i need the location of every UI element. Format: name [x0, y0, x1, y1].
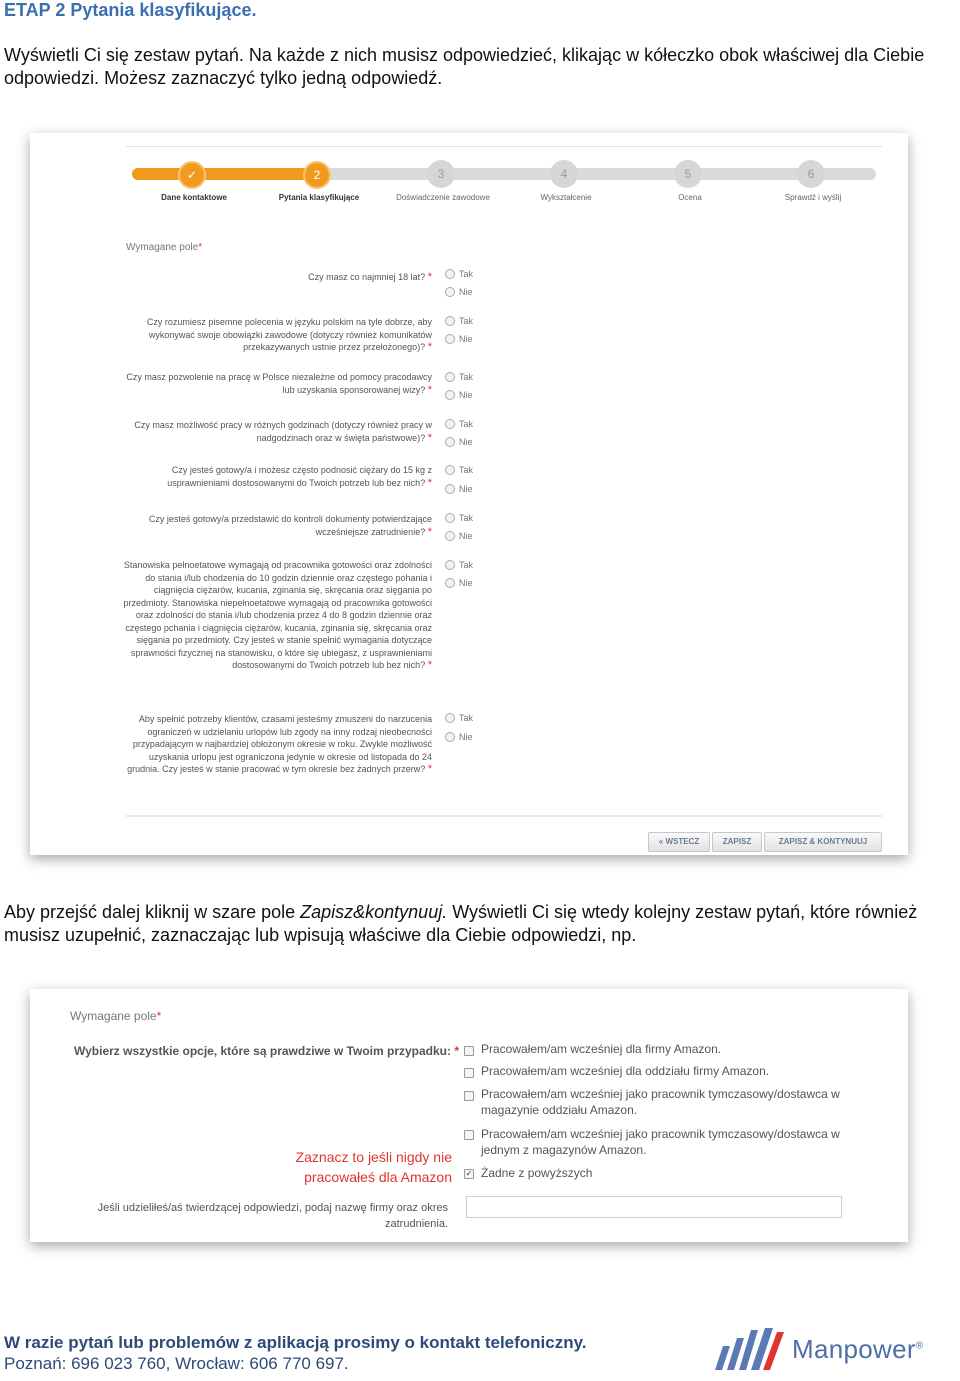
back-button[interactable]: « WSTECZ: [648, 832, 710, 852]
question-4-text: Czy masz możliwość pracy w różnych godzinach (dotyczy również pracy w nadgodzinach oraz w święta państwowe)?: [134, 420, 432, 443]
q2-yes-radio[interactable]: [445, 316, 455, 326]
question-2-text: Czy rozumiesz pisemne polecenia w języku polskim na tyle dobrze, aby wykonywać swoje obowiązki zawodowe (dotyczy również komunikatów przekazywanych ustnie przez przełożonego)?: [146, 317, 432, 352]
question-1: [122, 271, 432, 284]
question-6-text: Czy jesteś gotowy/a przedstawić do kontroli dokumenty potwierdzające wcześniejsze zatrudnienie?: [148, 514, 432, 537]
q8-no-radio[interactable]: [445, 732, 455, 742]
q1-no-label[interactable]: Nie: [459, 287, 473, 297]
required-star: *: [427, 341, 432, 353]
q7-no-label[interactable]: Nie: [459, 578, 473, 588]
checkbox-question: [74, 1044, 459, 1058]
logo-wordmark: Manpower: [792, 1334, 916, 1364]
q7-yes-radio[interactable]: [445, 560, 455, 570]
option-1-checkbox[interactable]: [464, 1046, 474, 1056]
company-field-label: Jeśli udzieliłeś/aś twierdzącej odpowiedzi, podaj nazwę firmy oraz okres zatrudnienia.: [97, 1202, 448, 1230]
required-star: *: [156, 1009, 162, 1023]
question-5-text: Czy jesteś gotowy/a i możesz często podnosić ciężary do 15 kg z usprawnieniami dostosowanymi do Twoich potrzeb lub bez nich?: [167, 465, 432, 488]
step-4-label: Wykształcenie: [540, 193, 592, 202]
q2-yes-label[interactable]: Tak: [459, 316, 474, 326]
question-1-text: Czy masz co najmniej 18 lat?: [308, 272, 426, 282]
q1-yes-radio[interactable]: [445, 269, 455, 279]
required-star: *: [427, 763, 432, 775]
required-star: *: [427, 525, 432, 538]
question-8: [122, 713, 432, 776]
step-2-label: Pytania klasyfikujące: [278, 193, 360, 202]
hint-annotation: Zaznacz to jeśli nigdy nie pracowałeś dla Amazon: [295, 1149, 452, 1185]
option-4-label[interactable]: Pracowałem/am wcześniej jako pracownik tymczasowy/dostawca w jednym z magazynów Amazon.: [481, 1127, 840, 1157]
progress-fill: [132, 168, 318, 180]
q5-yes-label[interactable]: Tak: [459, 465, 474, 475]
step-1-check-icon: ✓: [178, 161, 206, 189]
question-2: [122, 316, 432, 354]
save-continue-button[interactable]: ZAPISZ & KONTYNUUJ: [764, 832, 882, 852]
top-divider: [126, 146, 882, 147]
q6-yes-label[interactable]: Tak: [459, 513, 474, 523]
step-2-circle: 2: [303, 161, 331, 189]
step-3-circle: 3: [427, 160, 455, 188]
question-3: [122, 371, 432, 396]
step-5-label: Ocena: [678, 193, 702, 202]
q2-no-label[interactable]: Nie: [459, 334, 473, 344]
required-field-note-2: [70, 1009, 161, 1023]
contact-phones: Poznań: 696 023 760, Wrocław: 606 770 697.: [4, 1354, 349, 1373]
step-6-label: Sprawdź i wyślij: [784, 193, 842, 202]
required-field-label-2: Wymagane pole: [70, 1009, 157, 1023]
document-title: ETAP 2 Pytania klasyfikujące.: [4, 0, 257, 20]
q1-no-radio[interactable]: [445, 287, 455, 297]
q7-yes-label[interactable]: Tak: [459, 560, 474, 570]
instruction-prefix: Aby przejść dalej kliknij w szare pole: [4, 902, 301, 922]
question-3-text: Czy masz pozwolenie na pracę w Polsce niezależne od pomocy pracodawcy lub uzyskania sponsorowanej wizy?: [126, 372, 432, 395]
question-8-text: Aby spełnić potrzeby klientów, czasami jesteśmy zmuszeni do narzucenia ograniczeń w udzielaniu urlopów lub zgody na inny rodzaj nieobecności przypadającym w najbardziej obłożonym okresie w roku. Zwykle możliwość uzyskania urlopu jest ograniczona jedynie w okresie od listopada do 24 grudnia. Czy jesteś w stanie pracować w tym okresie bez żadnych przerw?: [127, 714, 432, 774]
q8-no-label[interactable]: Nie: [459, 732, 473, 742]
screenshot-checkbox-question: [30, 989, 908, 1242]
option-3-checkbox[interactable]: [464, 1091, 474, 1101]
save-button[interactable]: ZAPISZ: [712, 832, 762, 852]
required-star: *: [454, 1044, 460, 1058]
screenshot-classification-questions: [30, 133, 908, 855]
question-4: [122, 419, 432, 444]
instruction-emphasis: Zapisz&kontynuuj.: [300, 902, 448, 922]
q4-yes-radio[interactable]: [445, 419, 455, 429]
q3-yes-radio[interactable]: [445, 372, 455, 382]
contact-heading: W razie pytań lub problemów z aplikacją prosimy o kontakt telefoniczny.: [4, 1333, 587, 1352]
option-4-checkbox[interactable]: [464, 1130, 474, 1140]
step-3-label: Doświadczenie zawodowe: [396, 193, 490, 202]
q3-yes-label[interactable]: Tak: [459, 372, 474, 382]
required-field-note: [126, 242, 202, 253]
q6-no-radio[interactable]: [445, 531, 455, 541]
required-field-label: Wymagane pole: [126, 242, 199, 253]
company-input[interactable]: [466, 1196, 842, 1218]
required-star: *: [427, 659, 432, 671]
instruction-paragraph: [4, 901, 949, 947]
required-star: *: [427, 383, 432, 396]
required-star: *: [427, 476, 432, 489]
manpower-logo-text: [792, 1334, 923, 1365]
step-5-circle: 5: [674, 160, 702, 188]
question-6: [122, 513, 432, 538]
option-3-label[interactable]: Pracowałem/am wcześniej jako pracownik tymczasowy/dostawca w magazynie oddziału Amazon.: [481, 1087, 840, 1117]
step-1-label[interactable]: Dane kontaktowe: [161, 193, 227, 202]
q4-no-label[interactable]: Nie: [459, 437, 473, 447]
q7-no-radio[interactable]: [445, 578, 455, 588]
q6-no-label[interactable]: Nie: [459, 531, 473, 541]
q3-no-radio[interactable]: [445, 390, 455, 400]
option-1-label[interactable]: Pracowałem/am wcześniej dla firmy Amazon.: [481, 1042, 722, 1056]
logo-registered-mark: ®: [915, 1340, 924, 1352]
instruction-suffix: Wyświetli Ci się wtedy kolejny zestaw pytań, które również musisz uzupełnić, zaznaczając lub wpisują właściwe dla Ciebie odpowiedzi, np.: [4, 902, 918, 945]
q5-no-radio[interactable]: [445, 484, 455, 494]
q8-yes-radio[interactable]: [445, 713, 455, 723]
required-star: *: [427, 431, 432, 444]
required-star: *: [198, 242, 203, 253]
option-2-checkbox[interactable]: [464, 1068, 474, 1078]
option-5-label[interactable]: Żadne z powyższych: [481, 1166, 593, 1180]
q4-no-radio[interactable]: [445, 437, 455, 447]
q8-yes-label[interactable]: Tak: [459, 713, 474, 723]
option-2-label[interactable]: Pracowałem/am wcześniej dla oddziału firmy Amazon.: [481, 1064, 770, 1078]
required-star: *: [427, 271, 432, 283]
q6-yes-radio[interactable]: [445, 513, 455, 523]
question-7: [122, 559, 432, 672]
intro-paragraph: Wyświetli Ci się zestaw pytań. Na każde z nich musisz odpowiedzieć, klikając w kółeczko obok właściwej dla Ciebie odpowiedzi. Możesz zaznaczyć tylko jedną odpowiedź.: [4, 45, 925, 88]
q2-no-radio[interactable]: [445, 334, 455, 344]
question-7-text: Stanowiska pełnoetatowe wymagają od pracownika gotowości oraz zdolności do stania i/lub chodzenia do 10 godzin dziennie oraz częstego pohania i ciągnięcia ciężarów, kucania, zginania się, skręcania oraz sięgania po przedmioty. Stanowiska niepełnoetatowe wymagają od pracownika gotowości oraz zdolności do stania i/lub chodzenia przez 4 do 8 godzin dziennie oraz częstego pchania i ciągnięcia ciężarów, kucania, zginania się, skręcania oraz sięgania po przedmioty. Czy jesteś w stanie spełnić wymagania dotyczące sprawności fizycznej na stanowisku, o które się ubiegasz, z usprawnieniami dostosowanymi do Twoich potrzeb lub bez nich?: [123, 560, 432, 670]
q5-yes-radio[interactable]: [445, 465, 455, 475]
q4-yes-label[interactable]: Tak: [459, 419, 474, 429]
q1-yes-label[interactable]: Tak: [459, 269, 474, 279]
step-6-circle: 6: [797, 160, 825, 188]
q3-no-label[interactable]: Nie: [459, 390, 473, 400]
checkbox-question-text: Wybierz wszystkie opcje, które są prawdziwe w Twoim przypadku:: [74, 1044, 451, 1058]
q5-no-label[interactable]: Nie: [459, 484, 473, 494]
step-4-circle: 4: [550, 160, 578, 188]
question-5: [122, 464, 432, 489]
bottom-divider: [126, 815, 882, 817]
option-5-checkbox-checkmark-icon[interactable]: ✓: [465, 1169, 473, 1178]
